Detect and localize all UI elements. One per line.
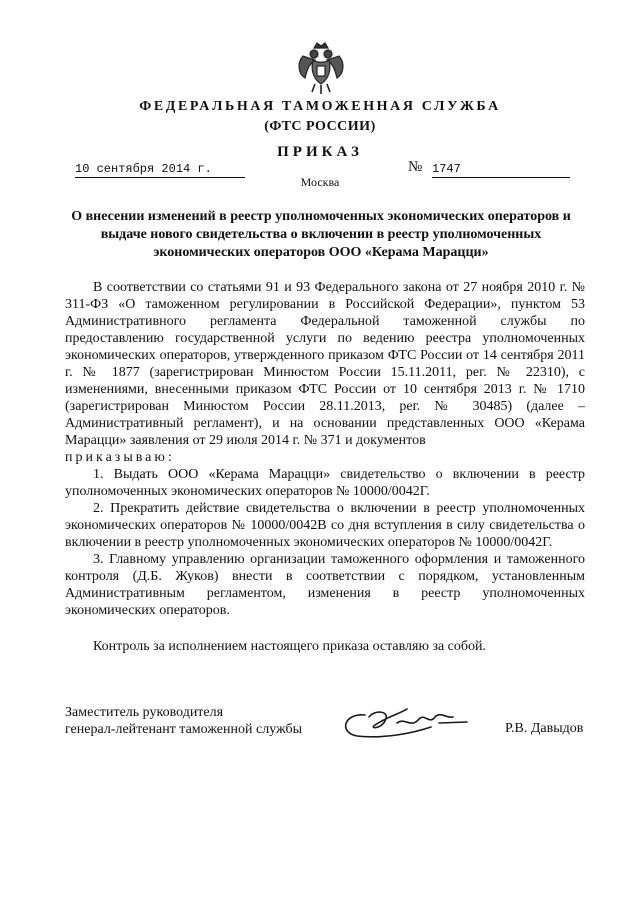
agency-name: ФЕДЕРАЛЬНАЯ ТАМОЖЕННАЯ СЛУЖБА bbox=[139, 99, 501, 114]
order-number: 1747 bbox=[432, 162, 570, 178]
document-type: ПРИКАЗ bbox=[277, 144, 363, 160]
signer-position-line-2: генерал-лейтенант таможенной службы bbox=[65, 722, 303, 737]
agency-abbreviation: (ФТС РОССИИ) bbox=[264, 119, 376, 134]
city: Москва bbox=[300, 175, 340, 189]
order-item-1: 1. Выдать ООО «Керама Марацци» свидетельство о включении в реестр уполномоченных экономических операторов № 10000/0042Г. bbox=[65, 467, 585, 499]
signer-position-line-1: Заместитель руководителя bbox=[65, 705, 224, 720]
control-clause: Контроль за исполнением настоящего приказа оставляю за собой. bbox=[93, 639, 487, 654]
order-item-3: 3. Главному управлению организации таможенного оформления и таможенного контроля (Д.Б. Жуков) внести в соответствии с порядком, установленным Административным регламентом, изменения в реестр уполномоченных экономических операторов. bbox=[65, 552, 585, 618]
handwritten-signature bbox=[335, 703, 470, 748]
order-number-label: № bbox=[408, 159, 423, 175]
order-date: 10 сентября 2014 г. bbox=[75, 162, 245, 178]
signer-name: Р.В. Давыдов bbox=[505, 721, 584, 736]
order-title: О внесении изменений в реестр уполномоченных экономических операторов и выдаче нового свидетельства о включении в реестр уполномоченных экономических операторов ООО «Керама Марацци» bbox=[71, 209, 571, 260]
order-item-2: 2. Прекратить действие свидетельства о включении в реестр уполномоченных экономических операторов № 10000/0042В со дня вступления в силу свидетельства о включении в реестр уполномоченных экономических операторов № 10000/0042Г. bbox=[65, 501, 585, 550]
order-body bbox=[65, 279, 585, 655]
state-emblem-icon bbox=[295, 40, 347, 96]
signer-position bbox=[65, 704, 302, 738]
preamble: В соответствии со статьями 91 и 93 Федерального закона от 27 ноября 2010 г. № 311-ФЗ «О таможенном регулировании в Российской Федерации», пунктом 53 Административного регламента Федеральной таможенной службы по предоставлению государственной услуги по ведению реестра уполномоченных экономических операторов, утвержденного приказом ФТС России от 14 сентября 2011 г. № 1877 (зарегистрирован Минюстом России 15.11.2011, рег. № 22310), с изменениями, внесенными приказом ФТС России от 10 сентября 2013 г. № 1710 (зарегистрирован Минюстом России 28.11.2013, рег. № 30485) (далее – Административный регламент), и на основании представленных ООО «Керама Марацци» заявления от 29 июля 2014 г. № 371 и документов bbox=[65, 280, 585, 448]
order-word: приказываю: bbox=[65, 450, 175, 465]
